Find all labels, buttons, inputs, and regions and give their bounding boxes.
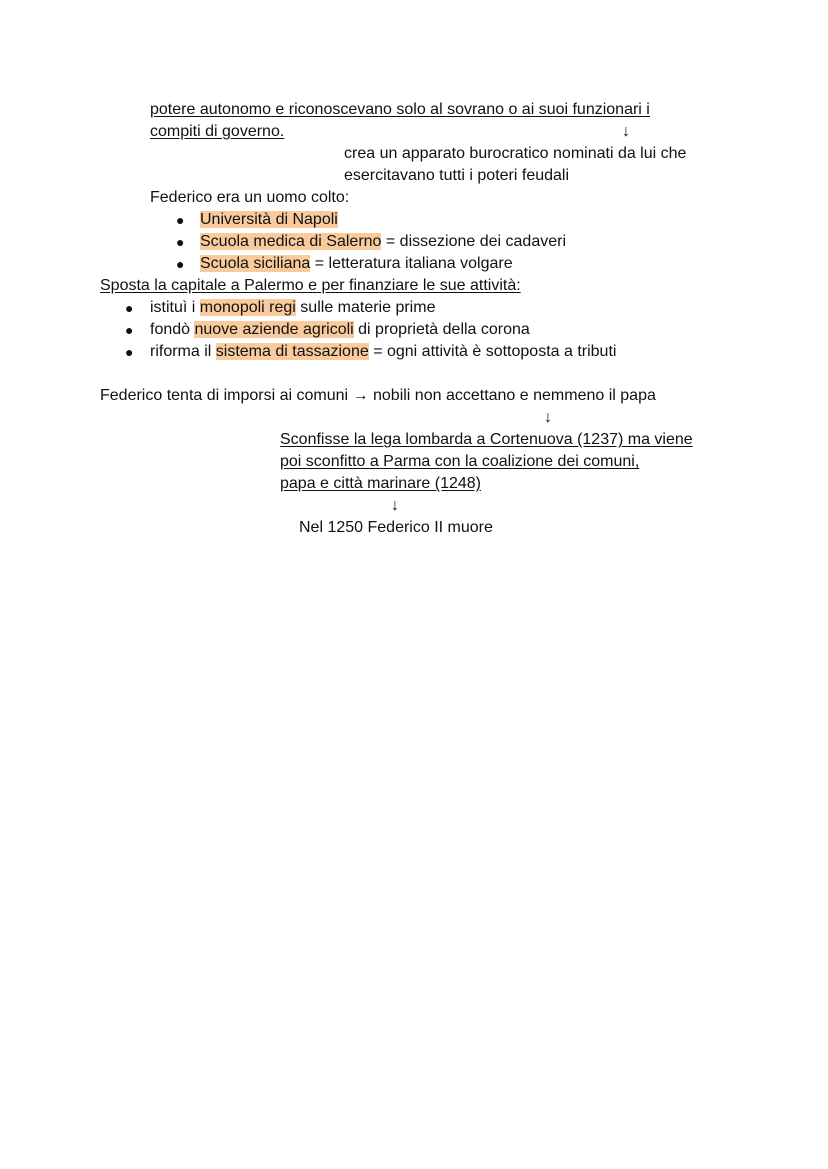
- text-line-potere: potere autonomo e riconoscevano solo al sovrano o ai suoi funzionari i: [150, 101, 650, 118]
- bullet-icon: ●: [176, 256, 185, 272]
- highlight-text: Università di Napoli: [200, 211, 338, 228]
- down-arrow-icon: ↓: [544, 409, 552, 426]
- capital-heading: Sposta la capitale a Palermo e per finanziare le sue attività:: [100, 277, 521, 294]
- list-item: [200, 253, 513, 275]
- bullet-icon: ●: [125, 344, 134, 360]
- item-text: di proprietà della corona: [353, 321, 530, 338]
- list-item: [150, 297, 435, 319]
- highlight-text: Scuola siciliana: [200, 255, 311, 272]
- down-arrow-icon: ↓: [391, 497, 399, 514]
- list-item: [200, 231, 566, 253]
- text-line-esercitavano: esercitavano tutti i poteri feudali: [344, 167, 570, 184]
- item-text: = dissezione dei cadaveri: [381, 233, 566, 250]
- item-text: sulle materie prime: [295, 299, 436, 316]
- culture-intro: Federico era un uomo colto:: [150, 189, 350, 206]
- bullet-icon: ●: [125, 300, 134, 316]
- item-text: = letteratura italiana volgare: [310, 255, 513, 272]
- bullet-icon: ●: [176, 234, 185, 250]
- list-item: [200, 209, 338, 231]
- item-text: = ogni attività è sottoposta a tributi: [368, 343, 617, 360]
- bullet-icon: ●: [176, 212, 185, 228]
- highlight-text: monopoli regi: [199, 299, 296, 316]
- highlight-text: Scuola medica di Salerno: [200, 233, 382, 250]
- text-line-compiti: compiti di governo.: [150, 123, 285, 140]
- highlight-text: nuove aziende agricoli: [194, 321, 354, 338]
- highlight-text: sistema di tassazione: [215, 343, 369, 360]
- defeat-line-3: papa e città marinare (1248): [280, 475, 481, 492]
- item-text: riforma il: [150, 343, 216, 360]
- down-arrow-icon: ↓: [622, 123, 630, 140]
- list-item: [150, 341, 616, 363]
- text-line-apparato: crea un apparato burocratico nominati da lui che: [344, 145, 687, 162]
- bullet-icon: ●: [125, 322, 134, 338]
- list-item: [150, 319, 530, 341]
- defeat-line-2: poi sconfitto a Parma con la coalizione dei comuni,: [280, 453, 640, 470]
- item-text: fondò: [150, 321, 195, 338]
- comuni-line: Federico tenta di imporsi ai comuni → nobili non accettano e nemmeno il papa: [100, 387, 656, 404]
- defeat-line-1: Sconfisse la lega lombarda a Cortenuova (1237) ma viene: [280, 431, 693, 448]
- death-line: Nel 1250 Federico II muore: [299, 519, 493, 536]
- item-text: istituì i: [150, 299, 200, 316]
